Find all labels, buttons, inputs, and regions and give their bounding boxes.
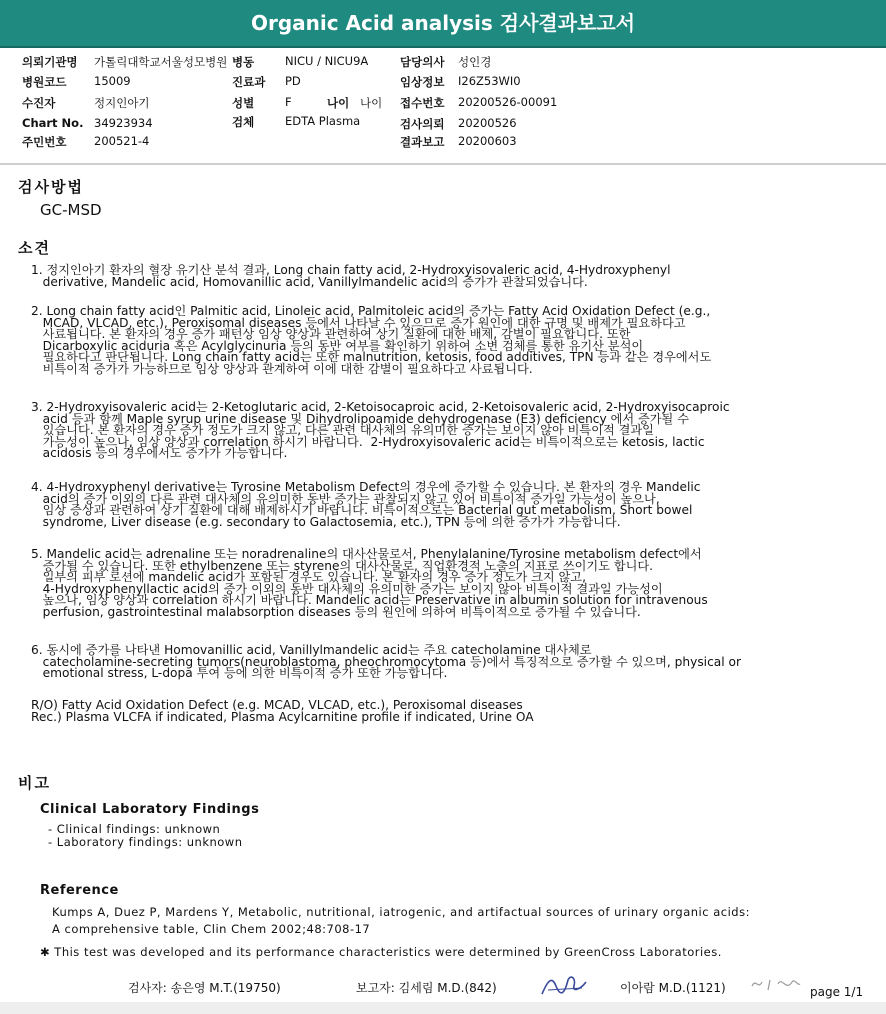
- method-heading: 검사방법: [18, 178, 84, 196]
- institution-label: 의뢰기관명: [22, 55, 78, 69]
- ward-value: NICU / NICU9A: [285, 54, 369, 68]
- age-label: 나이: [327, 96, 350, 110]
- sex-value: F: [285, 95, 292, 109]
- header-divider: [0, 163, 886, 165]
- reference-text: Kumps A, Duez P, Mardens Y, Metabolic, nutritional, iatrogenic, and artifactual sources of urinary organic acids: A comprehensive table, Clin Chem 2002;48:708-17: [52, 905, 750, 936]
- finding-paragraph-1: 1. 정지인아기 환자의 혈장 유기산 분석 결과, Long chain fatty acid, 2-Hydroxyisovaleric acid, 4-Hydroxyphenyl derivative, Mandelic acid, Homovanillic acid, Vanillylmandelic acid의 증가가 관찰되었습니다.: [31, 263, 671, 289]
- tester-signature-line: 검사자: 송은영 M.T.(19750): [128, 981, 281, 995]
- finding-paragraph-5: 5. Mandelic acid는 adrenaline 또는 noradrenaline의 대사산물로서, Phenylalanine/Tyrosine metabolism defect에서 증가될 수 있습니다. 또한 ethylbenzene 또는 styrene의 대사산물로, 직업환경적 노출의 지표로 쓰이기도 합니다. 일부의 피부 로션에 mandelic acid가 포함된 경우도 있습니다. 본 환자의 경우 증가 정도가 크지 않고, 4-Hydroxyphenyllactic acid의 증가 이외의 동반 대사체의 유의미한 증가는 보이지 않아 비특이적 결과일 가능성이 높으나, 임상 양상과 correlation 하시기 바랍니다. Mandelic acid는 Preservative in albumin solution for intravenous perfusion, gastrointestinal malabsorption diseases 등의 원인에 의하여 비특이적으로 증가될 수 있습니다.: [31, 547, 708, 619]
- finding-paragraph-6: 6. 동시에 증가를 나타낸 Homovanillic acid, Vanillylmandelic acid는 주요 catecholamine 대사체로 catecholamine-secreting tumors(neuroblastoma, pheochromocytoma 등)에서 특징적으로 증가할 수 있으며, physical or emotional stress, L-dopa 투여 등에 의한 비특이적 증가 또한 가능합니다.: [31, 643, 741, 680]
- specimen-label: 검체: [232, 115, 255, 129]
- resident-value: 200521-4: [94, 134, 150, 148]
- receipt-value: 20200526-00091: [458, 95, 558, 109]
- department-value: PD: [285, 74, 301, 88]
- chart-value: 34923934: [94, 116, 153, 130]
- subject-label: 수진자: [22, 96, 56, 110]
- recommendation: R/O) Fatty Acid Oxidation Defect (e.g. MCAD, VLCAD, etc.), Peroxisomal diseases Rec.) Plasma VLCFA if indicated, Plasma Acylcarnitine profile if indicated, Urine OA: [31, 698, 534, 724]
- reviewer-signature-line: 이아람 M.D.(1121): [620, 981, 726, 995]
- report-date-value: 20200603: [458, 134, 517, 148]
- chart-label: Chart No.: [22, 116, 84, 130]
- page-bottom-strip: [0, 1002, 886, 1014]
- patient-info-block: [22, 54, 882, 154]
- reviewer-signature-image: [748, 972, 802, 996]
- reporter-signature-line: 보고자: 김세림 M.D.(842): [356, 981, 497, 995]
- clinical-findings-list: - Clinical findings: unknown - Laboratory findings: unknown: [48, 822, 243, 849]
- request-label: 검사의뢰: [400, 117, 445, 131]
- receipt-label: 접수번호: [400, 96, 445, 110]
- request-value: 20200526: [458, 116, 517, 130]
- institution-value: 가톨릭대학교서울성모병원: [94, 55, 228, 69]
- department-label: 진료과: [232, 75, 266, 89]
- resident-label: 주민번호: [22, 135, 67, 149]
- findings-heading: 소견: [18, 239, 51, 257]
- sex-label: 성별: [232, 96, 255, 110]
- hospital-code-label: 병원코드: [22, 75, 67, 89]
- reference-heading: Reference: [40, 883, 119, 898]
- doctor-label: 담당의사: [400, 55, 445, 69]
- finding-paragraph-3: 3. 2-Hydroxyisovaleric acid는 2-Ketoglutaric acid, 2-Ketoisocaproic acid, 2-Ketoisovaleric acid, 2-Hydroxyisocaproic acid 등과 함께 Maple syrup urine disease 및 Dihydrolipoamide dehydrogenase (E3) deficiency 에서 증가될 수 있습니다. 본 환자의 경우 증가 정도가 크지 않고, 다른 관련 대사체의 유의미한 증가는 보이지 않아 비특이적 결과일 가능성이 높으나, 임상 양상과 correlation 하시기 바랍니다. 2-Hydroxyisovaleric acid는 비특이적으로는 ketosis, lactic acidosis 등의 경우에서도 증가가 가능합니다.: [31, 400, 730, 460]
- ward-label: 병동: [232, 55, 255, 69]
- specimen-value: EDTA Plasma: [285, 114, 361, 128]
- finding-paragraph-4: 4. 4-Hydroxyphenyl derivative는 Tyrosine Metabolism Defect의 경우에 증가할 수 있습니다. 본 환자의 경우 Mandelic acid의 증가 이외의 다른 관련 대사체의 유의미한 동반 증가는 관찰되지 않고 있어 비특이적 증가일 가능성이 높으나, 임상 증상과 관련하여 상기 질환에 대해 배제하시기 바랍니다. 비특이적으로는 Bacterial gut metabolism, Short bowel syndrome, Liver disease (e.g. secondary to Galactosemia, etc.), TPN 등에 의한 증가가 가능합니다.: [31, 480, 701, 529]
- remarks-heading: 비고: [18, 774, 51, 792]
- clinical-info-value: I26Z53WI0: [458, 74, 521, 88]
- doctor-value: 성인경: [458, 55, 492, 69]
- finding-paragraph-2: 2. Long chain fatty acid인 Palmitic acid, Linoleic acid, Palmitoleic acid의 증가는 Fatty Acid Oxidation Defect (e.g., MCAD, VLCAD, etc.), Peroxisomal diseases 등에서 나타날 수 있으므로 증가 원인에 대한 규명 및 배제가 필요하다고 사료됩니다. 본 환자의 경우 증가 패턴상 임상 양상과 관련하여 상기 질환에 대한 배제, 감별이 필요합니다. 또한 Dicarboxylic aciduria 혹은 Acylglycinuria 등의 동반 여부를 확인하기 위하여 소변 검체를 통한 유기산 분석이 필요하다고 판단됩니다. Long chain fatty acid는 또한 malnutrition, ketosis, food additives, TPN 등과 같은 경우에서도 비특이적 증가가 가능하므로 임상 양상과 관계하여 이에 대한 감별이 필요하다고 사료됩니다.: [31, 304, 712, 376]
- hospital-code-value: 15009: [94, 74, 131, 88]
- clinical-findings-heading: Clinical Laboratory Findings: [40, 802, 260, 817]
- lab-note: ✱ This test was developed and its performance characteristics were determined by GreenCross Laboratories.: [40, 945, 722, 959]
- report-title: Organic Acid analysis 검사결과보고서: [0, 0, 886, 48]
- reporter-signature-image: [538, 970, 590, 1000]
- report-date-label: 결과보고: [400, 135, 445, 149]
- clinical-info-label: 임상정보: [400, 75, 445, 89]
- page-number: page 1/1: [810, 985, 864, 999]
- method-value: GC-MSD: [40, 201, 102, 219]
- age-value: 나이: [360, 96, 383, 110]
- subject-value: 정지인아기: [94, 96, 150, 110]
